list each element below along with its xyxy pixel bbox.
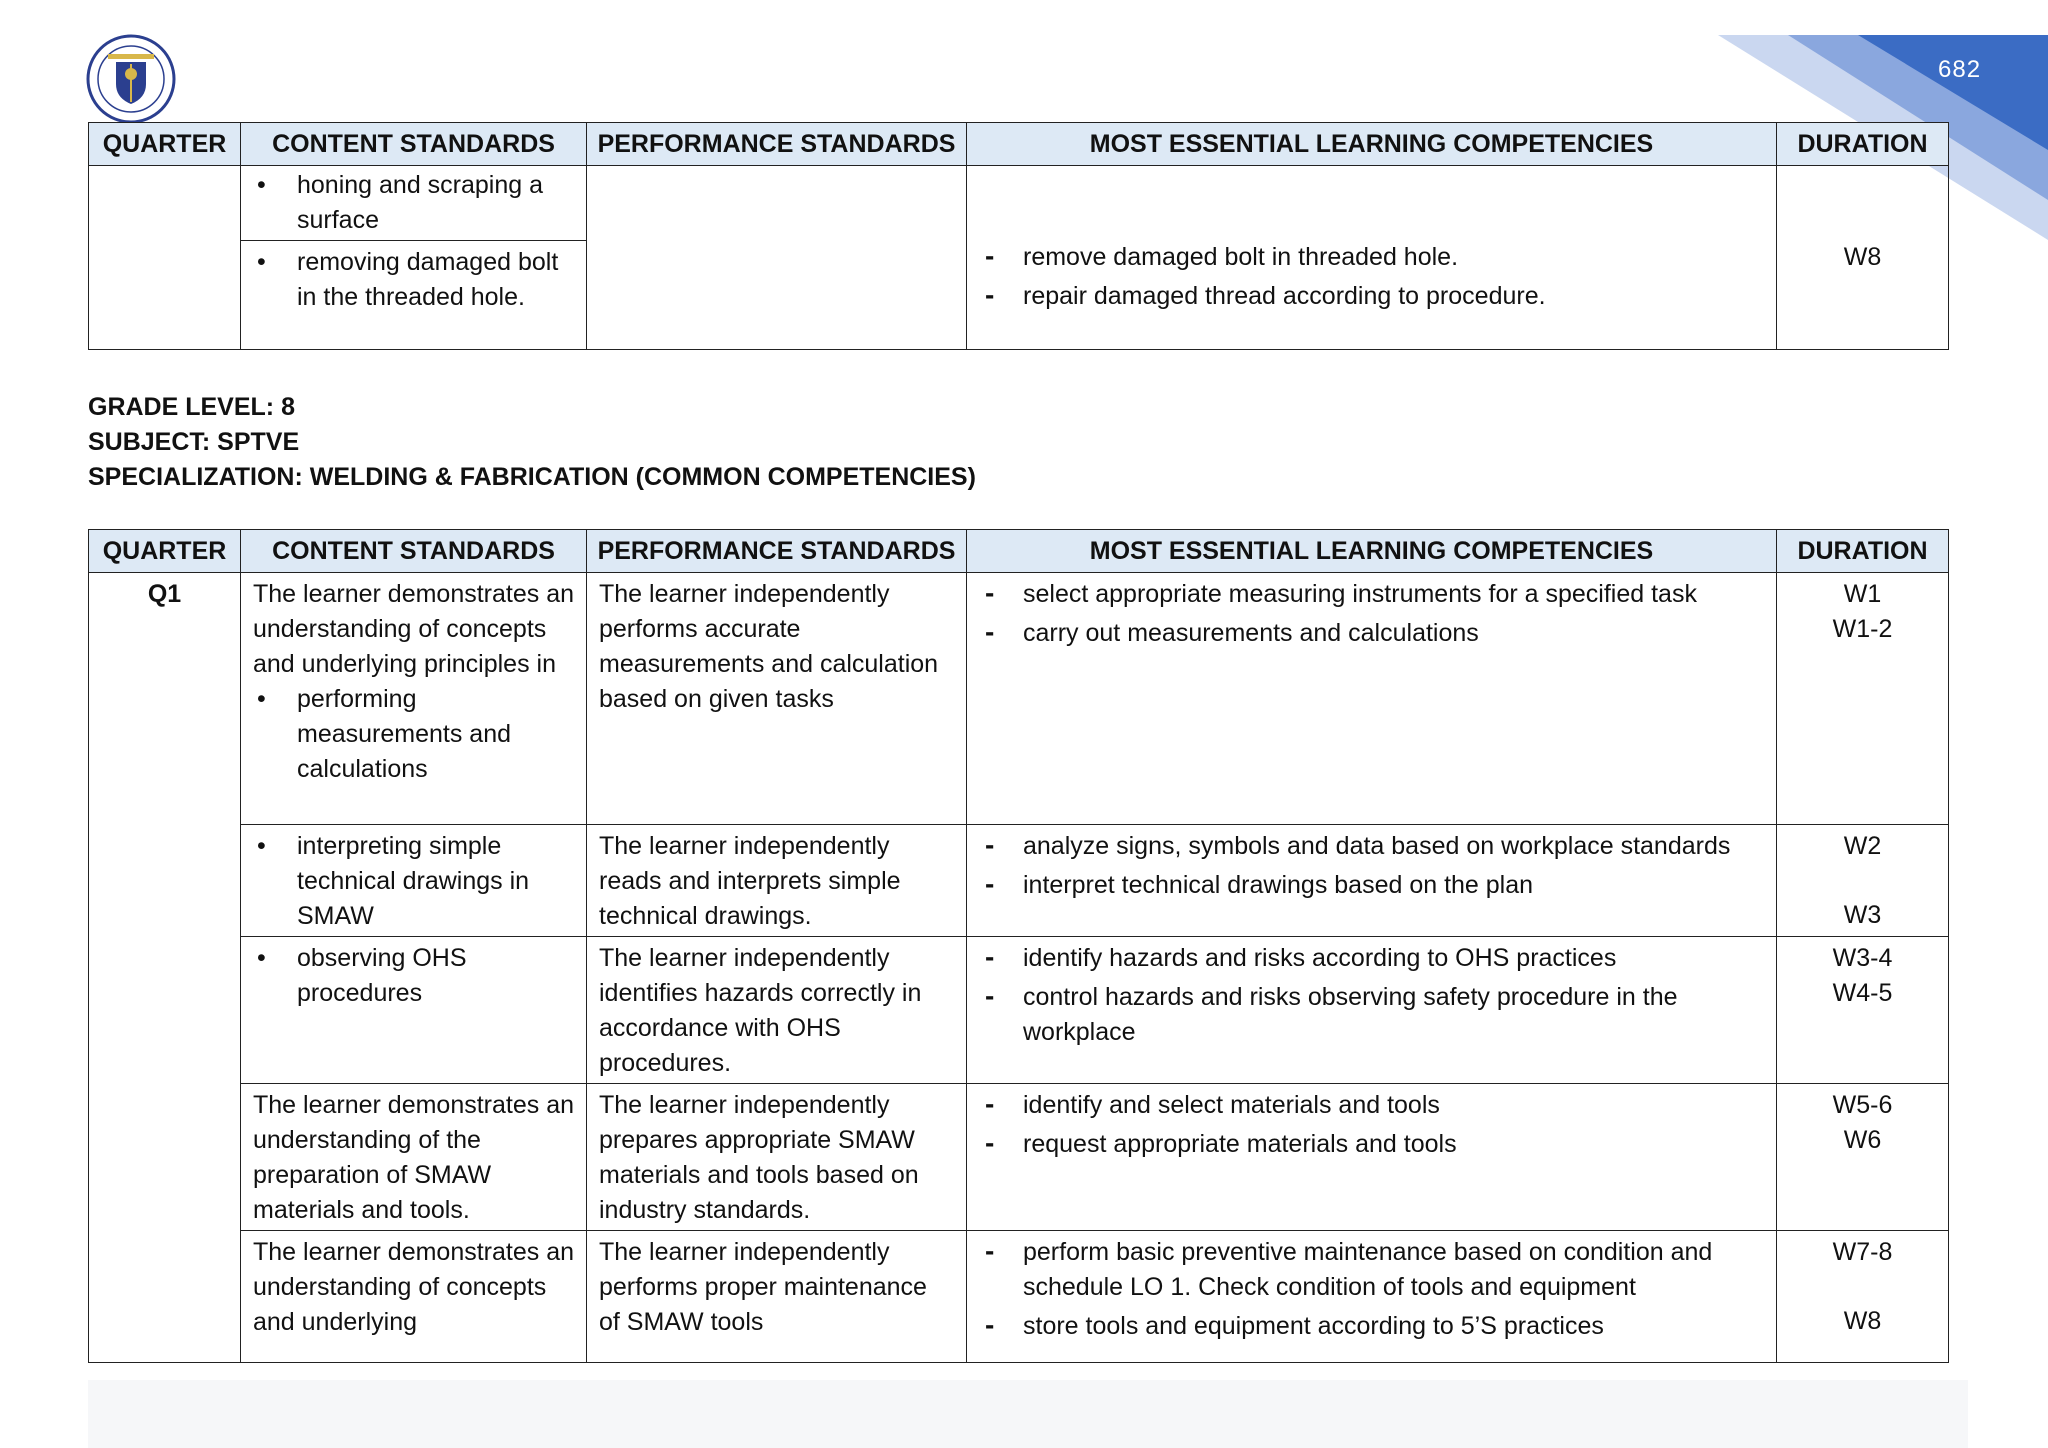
header-melc: MOST ESSENTIAL LEARNING COMPETENCIES [967,123,1777,166]
content-text: The learner demonstrates an understanding of concepts and underlying principles in [253,580,575,678]
table-row [89,1231,1949,1363]
footer-band [88,1380,1968,1448]
melc-item: - repair damaged thread according to procedure. [979,279,1764,314]
main-table [88,529,1949,1363]
grade-level: GRADE LEVEL: 8 [88,393,295,421]
duration-value: W3-4 [1832,944,1893,972]
content-bullet: • performing measurements and calculations [253,682,574,787]
content-cell [241,937,587,1084]
duration-cell [1777,825,1949,937]
content-cell [241,166,587,350]
subject: SUBJECT: SPTVE [88,428,300,456]
duration-value: W1 [1843,580,1882,608]
melc-item: - analyze signs, symbols and data based on workplace standards [979,829,1764,864]
melc-item: - perform basic preventive maintenance based on condition and schedule LO 1. Check condition of tools and equipment [979,1235,1764,1305]
melc-cell [967,825,1777,937]
duration-value: W6 [1843,1126,1882,1154]
melc-cell [967,573,1777,825]
header-duration: DURATION [1777,123,1949,166]
melc-cell [967,1084,1777,1231]
melc-cell [967,1231,1777,1363]
table-row [89,573,1949,825]
duration-cell [1777,573,1949,825]
content-bullet: • interpreting simple technical drawings in SMAW [253,829,574,934]
melc-cell [967,166,1777,350]
content-cell: The learner demonstrates an understanding of the preparation of SMAW materials and tools. [241,1084,587,1231]
table-row [89,937,1949,1084]
specialization: SPECIALIZATION: WELDING & FABRICATION (COMMON COMPETENCIES) [88,463,976,491]
duration-value: W2 [1843,832,1882,860]
table-row [89,166,1949,350]
info-block [88,390,976,495]
performance-cell: The learner independently prepares appropriate SMAW materials and tools based on industry standards. [587,1084,967,1231]
performance-cell: The learner independently identifies hazards correctly in accordance with OHS procedures. [587,937,967,1084]
melc-item: - control hazards and risks observing safety procedure in the workplace [979,980,1764,1050]
content-bullet: • observing OHS procedures [253,941,574,1011]
duration-gap [1789,1270,1936,1304]
content-cell [241,573,587,825]
duration-value: W8 [1843,1307,1882,1335]
melc-item: - identify hazards and risks according to OHS practices [979,941,1764,976]
duration-cell [1777,1084,1949,1231]
quarter-cell [89,573,241,1363]
page-number: 682 [1938,56,1982,83]
quarter-cell [89,166,241,350]
performance-cell: The learner independently performs proper maintenance of SMAW tools [587,1231,967,1363]
duration-gap [1789,864,1936,898]
content-bullet: • honing and scraping a surface [253,168,574,238]
duration-value: W7-8 [1832,1238,1893,1266]
quarter-value: Q1 [147,580,182,608]
duration-value: W5-6 [1832,1091,1893,1119]
header-performance-standards: PERFORMANCE STANDARDS [587,123,967,166]
header-quarter: QUARTER [89,530,241,573]
performance-cell: The learner independently reads and interprets simple technical drawings. [587,825,967,937]
deped-seal-icon [86,34,176,124]
table-header-row [89,123,1949,166]
table-row [89,825,1949,937]
duration-value: W1-2 [1832,615,1893,643]
melc-item: - carry out measurements and calculations [979,616,1764,651]
header-melc: MOST ESSENTIAL LEARNING COMPETENCIES [967,530,1777,573]
duration-cell [1777,166,1949,350]
performance-cell [587,166,967,350]
melc-item: - request appropriate materials and tools [979,1127,1764,1162]
table-row [89,1084,1949,1231]
melc-cell [967,937,1777,1084]
duration-cell [1777,1231,1949,1363]
header-content-standards: CONTENT STANDARDS [241,530,587,573]
duration-cell [1777,937,1949,1084]
header-performance-standards: PERFORMANCE STANDARDS [587,530,967,573]
duration-value: W8 [1843,243,1882,271]
content-bullet: • removing damaged bolt in the threaded hole. [253,245,574,315]
content-cell: The learner demonstrates an understanding of concepts and underlying [241,1231,587,1363]
content-cell [241,825,587,937]
header-duration: DURATION [1777,530,1949,573]
duration-value: W3 [1843,901,1882,929]
table-header-row [89,530,1949,573]
melc-item: - store tools and equipment according to 5’S practices [979,1309,1764,1344]
melc-item: - remove damaged bolt in threaded hole. [979,240,1764,275]
header-content-standards: CONTENT STANDARDS [241,123,587,166]
duration-value: W4-5 [1832,979,1893,1007]
melc-item: - identify and select materials and tools [979,1088,1764,1123]
header-quarter: QUARTER [89,123,241,166]
top-table [88,122,1949,350]
melc-item: - select appropriate measuring instruments for a specified task [979,577,1764,612]
performance-cell: The learner independently performs accurate measurements and calculation based on given tasks [587,573,967,825]
melc-item: - interpret technical drawings based on the plan [979,868,1764,903]
